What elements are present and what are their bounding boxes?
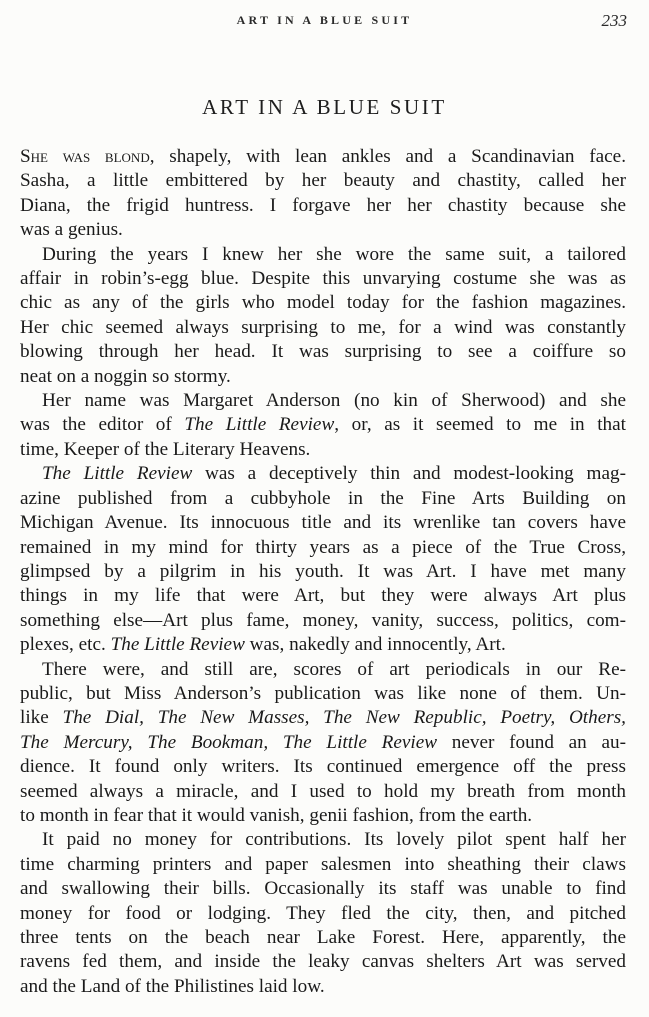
text-line: remained in my mind for thirty years as a piece of the True Cross, — [20, 536, 626, 558]
text-line: three tents on the beach near Lake Forest. Here, apparently, the — [20, 927, 626, 948]
page-number: 233 — [601, 11, 627, 30]
text-line: ravens fed them, and inside the leaky canvas shelters Art was served — [20, 951, 626, 973]
text-line: time, Keeper of the Literary Heavens. — [20, 438, 311, 460]
publication-titles: The Dial, The New Masses, The New Republic, Poetry, Others, — [62, 707, 626, 729]
text-line: Her name was Margaret Anderson (no kin of Sherwood) and she — [42, 390, 626, 412]
text-line: There were, and still are, scores of art periodicals in our Re- — [42, 658, 626, 680]
lead-small-caps: She was blond — [20, 146, 150, 167]
text-line: She was blond, shapely, with lean ankles and a Scandinavian face. — [20, 146, 626, 167]
text-line: glimpsed by a pilgrim in his youth. It was Art. I have met many — [20, 560, 626, 582]
text-line: public, but Miss Anderson’s publication was like none of them. Un- — [20, 682, 626, 704]
text-line: to month in fear that it would vanish, genii fashion, from the earth. — [20, 804, 533, 826]
text-line: something else—Art plus fame, money, vanity, success, politics, com- — [20, 609, 626, 631]
text-line: During the years I knew her she wore the same suit, a tailored — [42, 243, 626, 265]
publication-title: The Little Review — [110, 634, 245, 656]
publication-titles: The Mercury, The Bookman, The Little Review — [20, 731, 438, 753]
text-line: things in my life that were Art, but they were always Art plus — [20, 585, 626, 607]
running-header — [0, 11, 649, 33]
text-line: and the Land of the Philistines laid low. — [20, 975, 325, 997]
text-line: affair in robin’s-egg blue. Despite this unvarying costume she was as — [20, 268, 626, 290]
chapter-title: ART IN A BLUE SUIT — [202, 95, 447, 119]
text-line: money for food or lodging. They fled the city, then, and pitched — [20, 902, 626, 924]
publication-title: The Little Review — [42, 463, 193, 485]
running-title: ART IN A BLUE SUIT — [236, 13, 413, 27]
text-line: Michigan Avenue. Its innocuous title and its wrenlike tan covers have — [20, 512, 626, 534]
text-line: blowing through her head. It was surprising to see a coiffure so — [20, 341, 626, 363]
body-text — [20, 145, 626, 999]
text-line: It paid no money for contributions. Its lovely pilot spent half her — [42, 829, 626, 851]
text-line: Sasha, a little embittered by her beauty and chastity, called her — [20, 170, 626, 192]
text-line: The Mercury, The Bookman, The Little Review never found an au- — [20, 731, 627, 753]
text-line: The Little Review was a deceptively thin and modest-looking mag- — [42, 463, 626, 485]
text-line: azine published from a cubbyhole in the Fine Arts Building on — [20, 487, 626, 509]
text-line: like The Dial, The New Masses, The New Republic, Poetry, Others, — [20, 707, 626, 729]
text-line: neat on a noggin so stormy. — [20, 365, 231, 387]
text-line: Her chic seemed always surprising to me, for a wind was constantly — [20, 316, 626, 338]
publication-title: The Little Review — [184, 414, 335, 436]
text-line: was a genius. — [20, 219, 123, 241]
text-line: and swallowing their bills. Occasionally its staff was unable to find — [20, 878, 626, 900]
text-line: Diana, the frigid huntress. I forgave her her chastity because she — [20, 194, 626, 216]
text-line: chic as any of the girls who model today for the fashion magazines. — [20, 292, 626, 314]
text-line: plexes, etc. The Little Review was, nakedly and innocently, Art. — [20, 634, 506, 656]
text-line: time charming printers and paper salesmen into sheathing their claws — [20, 853, 626, 875]
text-line: dience. It found only writers. Its continued emergence off the press — [20, 756, 626, 778]
text-line: seemed always a miracle, and I used to hold my breath from month — [20, 780, 626, 802]
text-line: was the editor of The Little Review, or, as it seemed to me in that — [20, 414, 626, 436]
